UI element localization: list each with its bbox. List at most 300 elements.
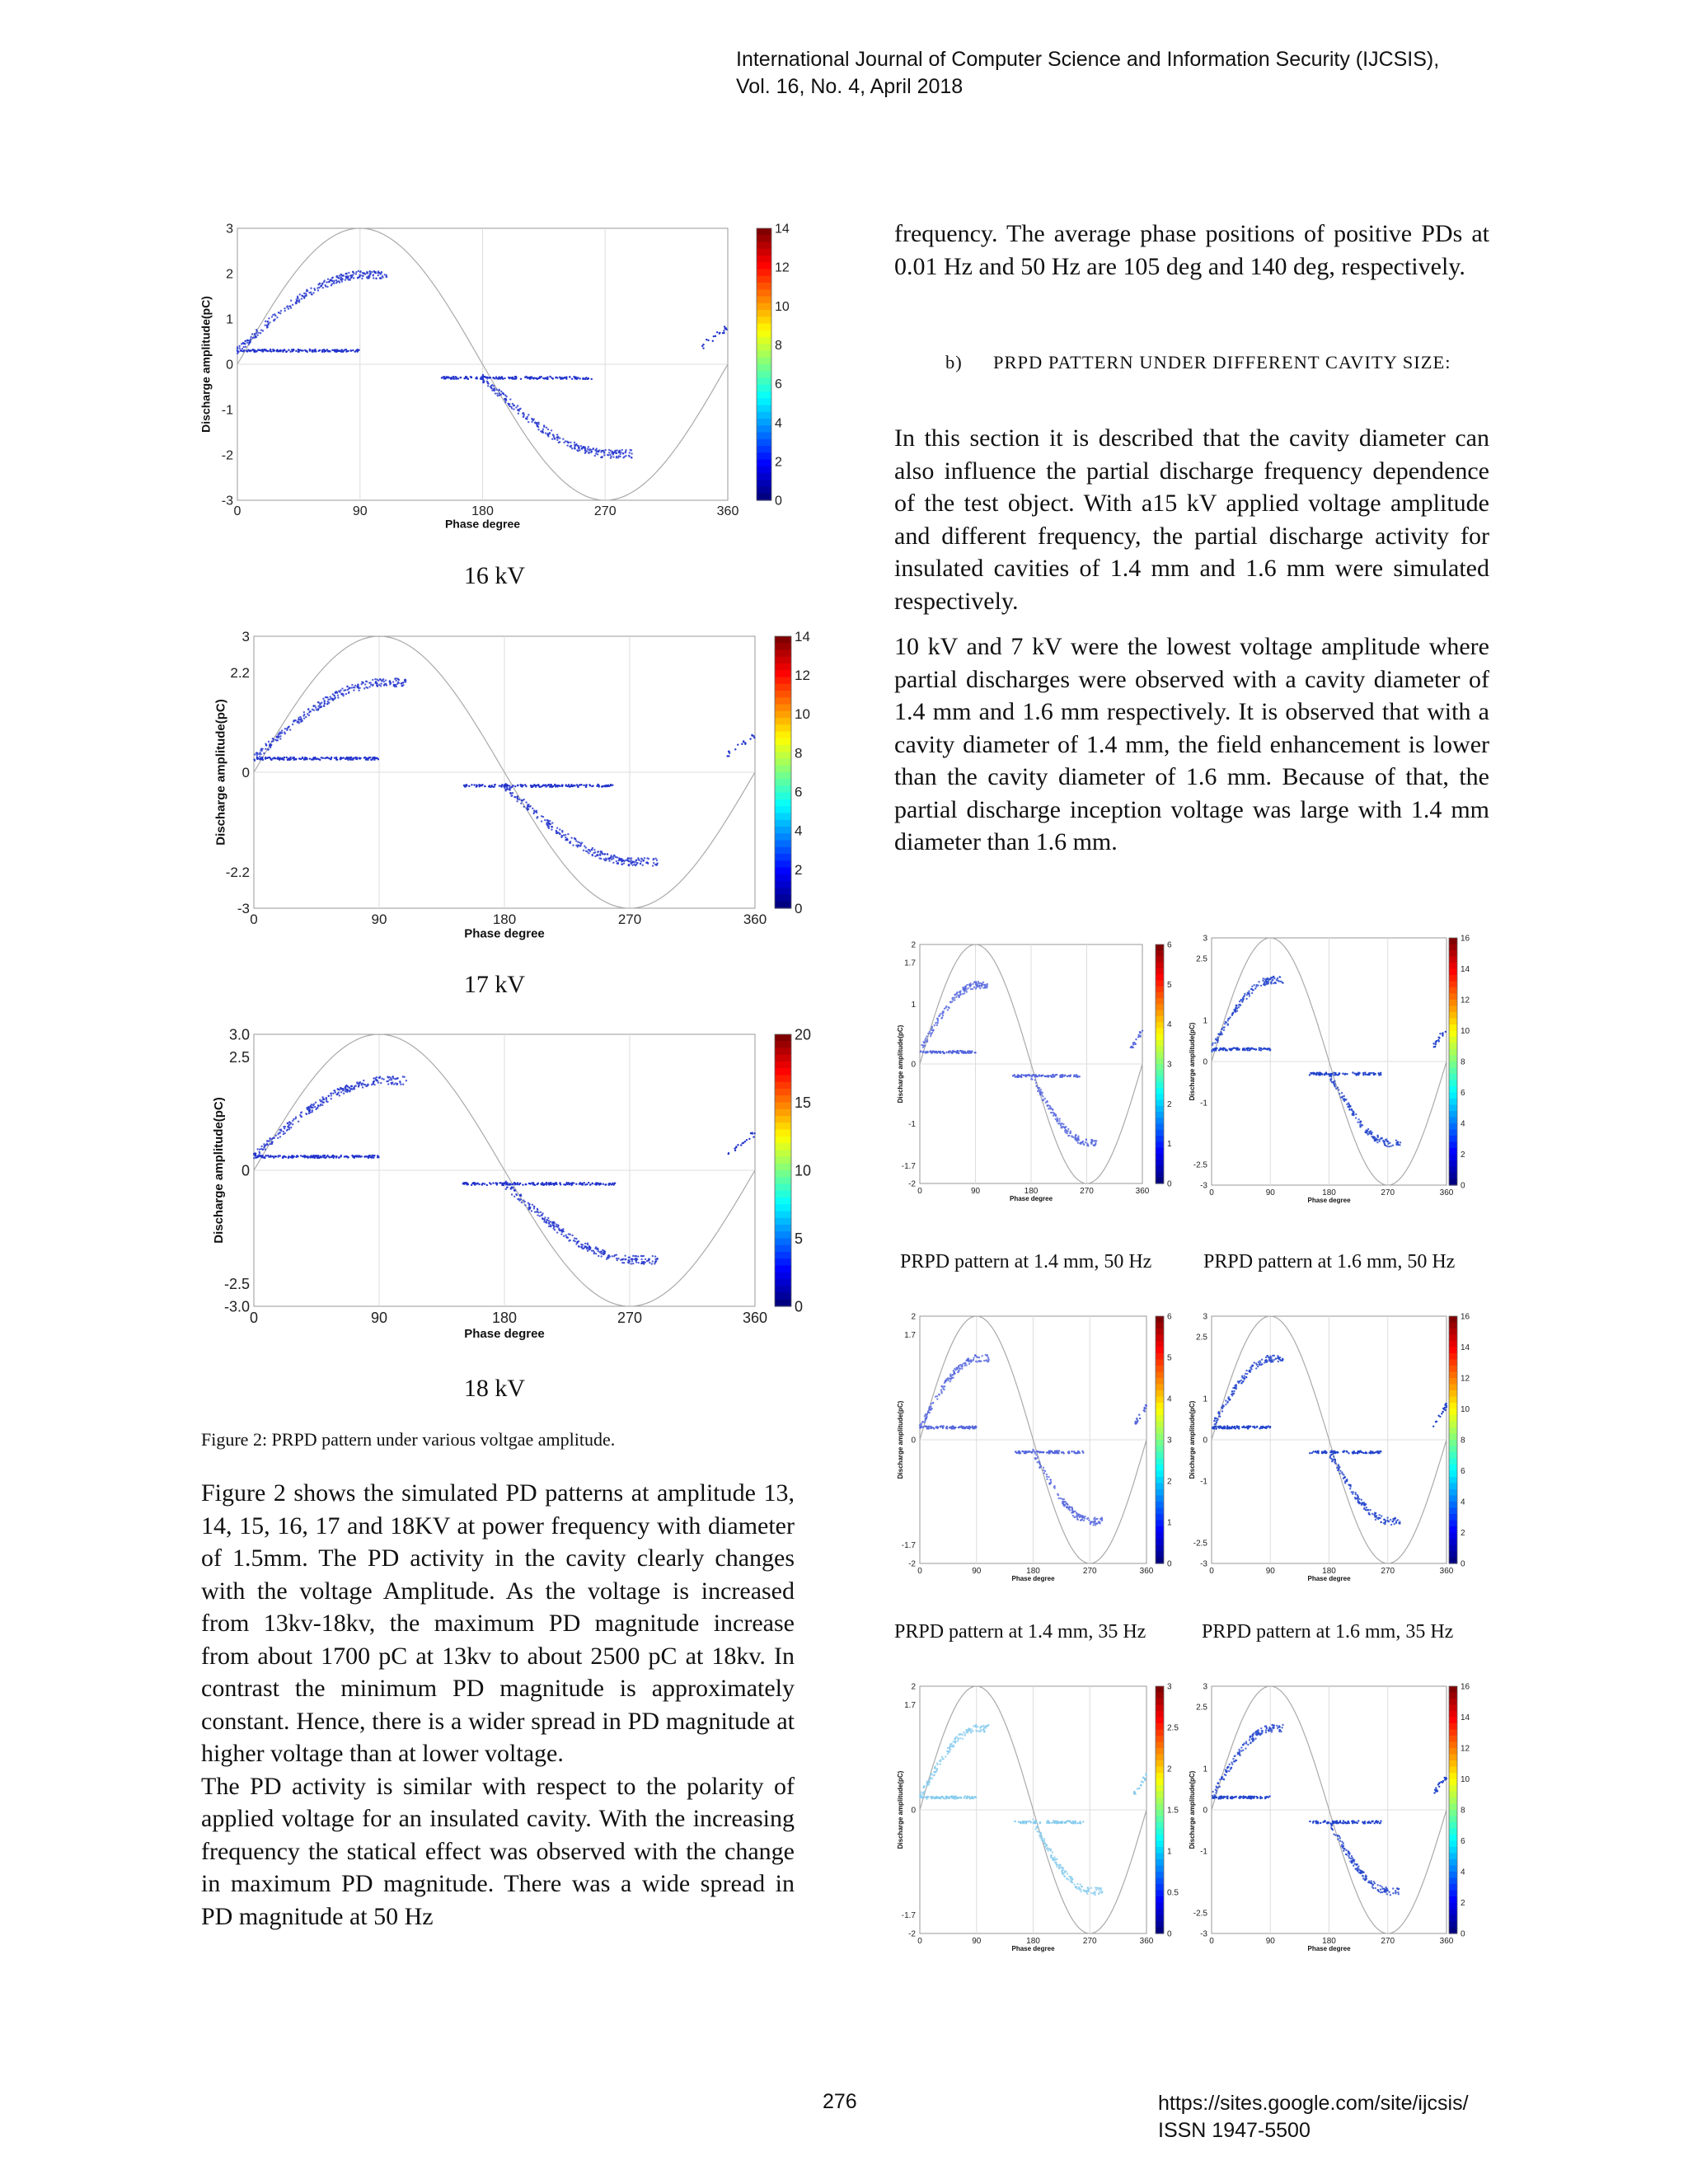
pd-point xyxy=(270,747,271,748)
pd-point xyxy=(321,1100,322,1102)
x-tick-label: 270 xyxy=(1082,1567,1097,1576)
pd-point xyxy=(350,1085,352,1087)
colorbar-segment xyxy=(1449,987,1457,994)
colorbar-segment xyxy=(775,718,791,725)
pd-point xyxy=(402,1076,404,1077)
pd-point xyxy=(646,857,648,859)
pd-point xyxy=(521,799,523,801)
pd-point xyxy=(965,986,967,987)
pd-point xyxy=(610,450,612,452)
pd-point xyxy=(1064,1131,1066,1132)
pd-point xyxy=(942,1010,944,1012)
pd-point xyxy=(525,785,527,787)
pd-point xyxy=(567,833,569,835)
pd-point xyxy=(383,681,385,682)
pd-point xyxy=(363,757,365,758)
y-tick-label: 0 xyxy=(1203,1057,1207,1067)
pd-point xyxy=(326,701,328,702)
pd-point xyxy=(1242,998,1244,1000)
pd-point xyxy=(618,455,620,457)
x-axis-label: Phase degree xyxy=(1307,1575,1351,1582)
pd-point xyxy=(579,1183,580,1184)
pd-point xyxy=(298,351,299,353)
pd-point xyxy=(327,699,329,701)
pd-point xyxy=(565,837,566,838)
pd-point xyxy=(1377,1072,1379,1074)
pd-point xyxy=(1262,977,1264,979)
colorbar-tick-label: 2 xyxy=(1167,1477,1172,1487)
colorbar-segment xyxy=(775,1184,791,1192)
pd-point xyxy=(313,710,315,711)
pd-point xyxy=(394,684,396,686)
colorbar-segment xyxy=(775,711,791,719)
pd-point xyxy=(1034,1079,1036,1080)
pd-point xyxy=(351,684,353,686)
pd-point xyxy=(347,689,349,691)
pd-point xyxy=(495,389,497,391)
pd-point xyxy=(252,349,254,350)
pd-point xyxy=(516,1194,518,1196)
pd-point xyxy=(969,1426,971,1427)
pd-point xyxy=(1374,1073,1376,1075)
pd-point xyxy=(929,1412,931,1413)
pd-point xyxy=(578,845,579,846)
pd-point xyxy=(578,445,579,447)
pd-point xyxy=(1354,1497,1356,1499)
pd-point xyxy=(340,274,341,275)
pd-point xyxy=(256,332,257,334)
pd-point xyxy=(978,985,980,987)
pd-point xyxy=(265,744,267,746)
pd-point xyxy=(1076,1452,1077,1454)
pd-point xyxy=(527,806,528,808)
pd-point xyxy=(610,457,612,458)
pd-point xyxy=(1226,1427,1228,1428)
pd-point xyxy=(1227,1018,1229,1019)
pd-point xyxy=(947,1009,949,1010)
pd-point xyxy=(517,405,518,406)
pd-point xyxy=(957,995,959,996)
pd-point xyxy=(951,1377,953,1379)
pd-point xyxy=(1135,1038,1137,1040)
pd-point xyxy=(585,846,587,848)
colorbar-segment xyxy=(775,1157,791,1165)
pd-point xyxy=(1070,1074,1071,1076)
pd-point xyxy=(591,378,593,380)
pd-point xyxy=(471,1183,473,1184)
pd-point xyxy=(565,834,566,836)
pd-point xyxy=(327,281,329,283)
pd-point xyxy=(372,679,373,681)
pd-point xyxy=(1240,1380,1242,1381)
colorbar-segment xyxy=(1449,1329,1457,1335)
pd-point xyxy=(1143,1407,1145,1408)
pd-point xyxy=(940,1389,942,1390)
colorbar-segment xyxy=(757,289,771,297)
pd-point xyxy=(300,1115,302,1117)
pd-point xyxy=(1355,1113,1357,1115)
colorbar-segment xyxy=(775,813,791,821)
pd-point xyxy=(1275,1357,1277,1359)
pd-point xyxy=(1214,1042,1216,1043)
pd-point xyxy=(340,276,342,278)
pd-point xyxy=(478,784,480,785)
colorbar-segment xyxy=(1449,1353,1457,1360)
pd-point xyxy=(519,1194,521,1196)
pd-point xyxy=(1338,1089,1339,1090)
y-tick-label: 0 xyxy=(911,1060,916,1070)
pd-point xyxy=(241,349,242,351)
pd-point xyxy=(606,859,607,860)
pd-point xyxy=(1330,1076,1332,1077)
pd-point xyxy=(631,457,632,458)
pd-point xyxy=(927,1033,929,1034)
pd-point xyxy=(589,1248,591,1249)
pd-point xyxy=(318,283,320,284)
pd-point xyxy=(290,307,292,308)
pd-point xyxy=(621,863,622,865)
colorbar-tick-label: 14 xyxy=(795,628,810,644)
colorbar-segment xyxy=(1156,1088,1164,1094)
pd-point xyxy=(635,860,636,861)
pd-point xyxy=(511,377,513,379)
colorbar-segment xyxy=(775,786,791,794)
pd-point xyxy=(981,1355,982,1357)
colorbar-segment xyxy=(1156,1452,1164,1459)
pd-point xyxy=(289,305,291,307)
pd-point xyxy=(284,731,285,733)
pd-point xyxy=(1278,981,1280,982)
pd-point xyxy=(571,1183,573,1185)
pd-point xyxy=(1386,1146,1388,1147)
pd-point xyxy=(1132,1047,1133,1048)
pd-point xyxy=(654,1255,656,1257)
pd-point xyxy=(1355,1493,1357,1495)
pd-point xyxy=(315,707,316,709)
pd-point xyxy=(1236,1049,1237,1051)
pd-point xyxy=(1132,1043,1134,1045)
subcaption-18kv: 18 kV xyxy=(463,1375,526,1402)
pd-point xyxy=(576,1241,578,1243)
pd-point xyxy=(940,1052,941,1053)
pd-point xyxy=(359,1084,360,1085)
pd-point xyxy=(531,1210,532,1212)
pd-point xyxy=(616,860,617,862)
pd-point xyxy=(399,1080,401,1082)
pd-point xyxy=(596,1249,598,1250)
pd-point xyxy=(1371,1133,1372,1135)
colorbar-segment xyxy=(757,480,771,487)
colorbar-segment xyxy=(757,358,771,365)
pd-point xyxy=(1012,1075,1014,1076)
colorbar-tick-label: 12 xyxy=(1461,996,1470,1005)
pd-point xyxy=(273,320,274,321)
pd-point xyxy=(537,1212,539,1213)
pd-point xyxy=(363,273,364,274)
pd-point xyxy=(546,427,547,429)
pd-point xyxy=(242,342,244,344)
pd-point xyxy=(254,337,256,339)
x-axis-label: Phase degree xyxy=(1011,1945,1055,1952)
pd-point xyxy=(1345,1099,1347,1100)
pd-point xyxy=(1372,1513,1373,1515)
pd-point xyxy=(1054,1487,1056,1488)
pd-point xyxy=(500,391,502,392)
pd-point xyxy=(961,1363,963,1365)
pd-point xyxy=(600,1255,602,1257)
pd-point xyxy=(265,758,266,760)
pd-point xyxy=(331,1098,332,1099)
colorbar-segment xyxy=(1156,944,1164,951)
pd-point xyxy=(274,1155,276,1157)
pd-point xyxy=(970,1732,972,1733)
pd-point xyxy=(592,854,593,855)
pd-point xyxy=(1226,1024,1228,1025)
pd-point xyxy=(1077,1142,1079,1144)
pd-point xyxy=(498,389,499,391)
x-tick-label: 0 xyxy=(917,1937,922,1946)
colorbar-tick-label: 6 xyxy=(795,784,803,800)
pd-point xyxy=(1231,1390,1233,1392)
pd-point xyxy=(378,272,380,274)
pd-point xyxy=(552,434,554,436)
pd-point xyxy=(315,350,316,352)
pd-point xyxy=(742,1142,743,1144)
pd-point xyxy=(364,683,366,685)
colorbar-segment xyxy=(775,874,791,882)
colorbar-segment xyxy=(1449,1031,1457,1038)
colorbar-segment xyxy=(1156,1058,1164,1065)
pd-point xyxy=(335,282,337,284)
chart-1-6mm-35hz xyxy=(1189,1306,1480,1595)
pd-point xyxy=(1371,1136,1372,1137)
pd-point xyxy=(292,350,293,352)
x-tick-label: 0 xyxy=(249,1310,259,1326)
pd-point xyxy=(548,1226,550,1227)
colorbar-segment xyxy=(775,902,791,909)
pd-point xyxy=(1095,1518,1097,1520)
pd-point xyxy=(1378,1452,1380,1454)
colorbar-segment xyxy=(1156,1465,1164,1471)
pd-point xyxy=(529,377,531,379)
pd-point xyxy=(476,784,477,785)
pd-point xyxy=(1390,1519,1391,1521)
colorbar-segment xyxy=(757,439,771,447)
pd-point xyxy=(606,785,607,786)
pd-point xyxy=(289,757,291,758)
pd-point xyxy=(931,1032,933,1033)
pd-point xyxy=(592,448,593,450)
pd-point xyxy=(359,1082,360,1084)
colorbar-tick-label: 16 xyxy=(1461,1312,1470,1322)
pd-point xyxy=(511,1193,513,1195)
pd-point xyxy=(1234,1426,1236,1427)
colorbar-segment xyxy=(775,793,791,800)
pd-point xyxy=(265,1144,267,1146)
colorbar-segment xyxy=(775,1239,791,1246)
pd-point xyxy=(1217,1413,1219,1414)
pd-point xyxy=(1367,1130,1368,1132)
pd-point xyxy=(359,274,360,276)
pd-point xyxy=(1090,1887,1092,1889)
colorbar-segment xyxy=(1156,1483,1164,1490)
pd-point xyxy=(1385,1139,1386,1141)
colorbar-segment xyxy=(757,398,771,405)
pd-point xyxy=(1352,1071,1353,1073)
pd-point xyxy=(312,1107,314,1108)
pd-point xyxy=(975,1361,977,1362)
colorbar-segment xyxy=(1156,1148,1164,1155)
pd-point xyxy=(1084,1516,1085,1517)
y-axis-label: Discharge amplitude(pC) xyxy=(897,1770,904,1849)
pd-point xyxy=(1375,1519,1376,1521)
pd-point xyxy=(1380,1072,1381,1074)
pd-point xyxy=(1050,1479,1052,1481)
pd-point xyxy=(1244,993,1245,995)
pd-point xyxy=(515,377,517,379)
pd-point xyxy=(277,735,279,737)
pd-point xyxy=(926,1417,927,1418)
pd-point xyxy=(368,277,369,279)
pd-point xyxy=(481,378,482,380)
colorbar-segment xyxy=(775,1286,791,1293)
pd-point xyxy=(559,376,560,377)
pd-point xyxy=(285,1156,287,1158)
pd-point xyxy=(355,273,357,274)
pd-point xyxy=(1220,1031,1221,1033)
pd-point xyxy=(257,757,259,759)
pd-point xyxy=(441,377,443,378)
colorbar-segment xyxy=(1156,1154,1164,1160)
pd-point xyxy=(298,722,300,724)
pd-point xyxy=(926,1052,928,1053)
pd-point xyxy=(277,1133,279,1135)
pd-point xyxy=(342,695,344,696)
pd-point xyxy=(509,403,510,405)
pd-point xyxy=(652,865,654,866)
pd-point xyxy=(970,1360,972,1361)
pd-point xyxy=(1364,1504,1366,1506)
pd-point xyxy=(625,1258,626,1260)
pd-point xyxy=(744,1141,746,1142)
y-tick-label: 1 xyxy=(1203,1394,1207,1404)
colorbar-segment xyxy=(757,228,771,236)
pd-point xyxy=(598,1255,599,1257)
x-axis-label: Phase degree xyxy=(444,517,521,531)
pd-point xyxy=(528,1208,530,1210)
colorbar-segment xyxy=(1449,1446,1457,1453)
pd-point xyxy=(595,1183,597,1185)
pd-point xyxy=(969,982,971,984)
pd-point xyxy=(1058,1450,1060,1451)
pd-point xyxy=(656,862,658,864)
pd-point xyxy=(598,1251,600,1253)
y-tick-label: -3 xyxy=(1200,1559,1207,1569)
pd-point xyxy=(533,1207,535,1209)
pd-point xyxy=(357,277,359,279)
pd-point xyxy=(368,757,369,759)
pd-point xyxy=(555,377,556,378)
chart-1-4mm-50hz xyxy=(895,930,1184,1222)
colorbar-tick-label: 2 xyxy=(1167,1099,1172,1109)
pd-point xyxy=(936,1024,938,1026)
pd-point xyxy=(390,1082,392,1084)
pd-point xyxy=(284,307,285,309)
pd-point xyxy=(983,1360,985,1361)
pd-point xyxy=(280,349,282,351)
pd-point xyxy=(1258,1361,1259,1363)
pd-point xyxy=(279,1136,281,1137)
y-axis-label: Discharge amplitude(pC) xyxy=(1189,1400,1196,1479)
colorbar-segment xyxy=(1156,1397,1164,1404)
pd-point xyxy=(624,1255,626,1257)
colorbar-segment xyxy=(1156,1141,1164,1148)
pd-point xyxy=(920,1050,921,1052)
pd-point xyxy=(373,757,375,758)
pd-point xyxy=(634,864,635,865)
colorbar-tick-label: 4 xyxy=(1461,1119,1465,1129)
chart-18kv xyxy=(198,1026,812,1341)
pd-point xyxy=(617,862,618,864)
colorbar-segment xyxy=(757,324,771,331)
pd-point xyxy=(1339,1470,1341,1472)
pd-point xyxy=(556,830,557,832)
pd-point xyxy=(319,704,321,705)
colorbar-segment xyxy=(757,460,771,467)
pd-point xyxy=(931,1052,932,1054)
pd-point xyxy=(339,1089,340,1090)
colorbar-segment xyxy=(1156,1178,1164,1184)
pd-point xyxy=(1250,1048,1251,1050)
pd-point xyxy=(930,1033,931,1034)
pd-point xyxy=(545,1183,546,1184)
pd-point xyxy=(612,452,614,453)
pd-point xyxy=(313,757,315,759)
pd-point xyxy=(309,1156,311,1158)
pd-point xyxy=(559,832,560,834)
colorbar-segment xyxy=(1156,1415,1164,1422)
colorbar-segment xyxy=(1449,1539,1457,1545)
pd-point xyxy=(969,1052,971,1053)
pd-point xyxy=(1034,1451,1036,1453)
pd-point xyxy=(549,376,551,377)
x-tick-label: 360 xyxy=(1439,1567,1454,1576)
pd-point xyxy=(1260,1426,1262,1427)
pd-point xyxy=(605,449,607,451)
pd-point xyxy=(348,1086,349,1088)
x-tick-label: 180 xyxy=(1024,1187,1039,1196)
pd-point xyxy=(585,784,587,785)
pd-point xyxy=(536,817,537,818)
pd-point xyxy=(1076,1519,1078,1521)
pd-point xyxy=(1344,1480,1346,1482)
caption-1-4mm-50hz: PRPD pattern at 1.4 mm, 50 Hz xyxy=(900,1251,1152,1272)
pd-point xyxy=(967,1050,968,1052)
pd-point xyxy=(400,1084,401,1085)
pd-point xyxy=(979,1727,981,1728)
right-body xyxy=(894,422,1489,859)
colorbar-segment xyxy=(757,330,771,338)
pd-point xyxy=(375,278,377,279)
pd-point xyxy=(962,988,964,990)
x-tick-label: 0 xyxy=(233,504,241,518)
pd-point xyxy=(325,1157,326,1159)
pd-point xyxy=(518,413,519,415)
pd-point xyxy=(574,448,575,449)
pd-point xyxy=(557,1225,559,1226)
colorbar-segment xyxy=(1449,1160,1457,1167)
pd-point xyxy=(936,1022,938,1024)
